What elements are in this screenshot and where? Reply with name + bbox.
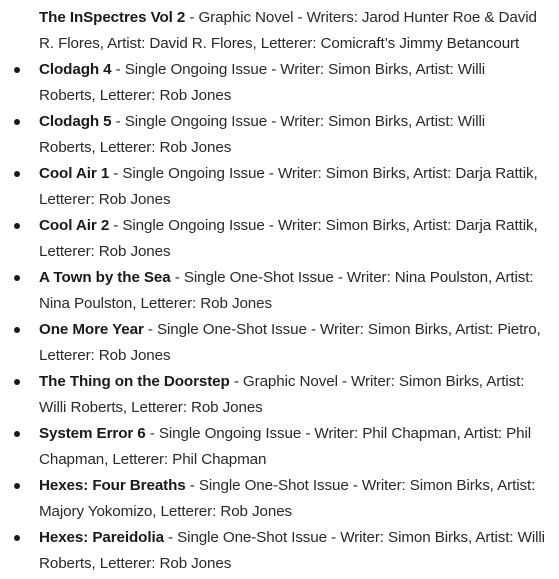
list-item <box>0 213 559 265</box>
comic-credits-list <box>0 5 559 577</box>
item-details: - Single One-Shot Issue - Writer: Simon Birks, Artist: Pietro, Letterer: Rob Jones <box>39 321 541 364</box>
list-item <box>0 421 559 473</box>
item-title: The InSpectres Vol 2 <box>39 9 186 26</box>
bullet-icon <box>14 275 20 281</box>
list-item <box>0 109 559 161</box>
list-item <box>0 317 559 369</box>
item-title: The Thing on the Doorstep <box>39 373 230 390</box>
item-title: Clodagh 5 <box>39 113 112 130</box>
item-title: Cool Air 2 <box>39 217 110 234</box>
item-details: - Graphic Novel - Writers: Jarod Hunter Roe & David R. Flores, Artist: David R. Flores, Letterer: Comicraft’s Jimmy Betancourt <box>39 9 537 52</box>
bullet-icon <box>14 431 20 437</box>
bullet-icon <box>14 483 20 489</box>
item-details: - Single Ongoing Issue - Writer: Simon Birks, Artist: Darja Rattik, Letterer: Rob Jones <box>39 165 538 208</box>
item-title: Hexes: Pareidolia <box>39 529 164 546</box>
bullet-icon <box>14 379 20 385</box>
list-item <box>0 57 559 109</box>
item-title: System Error 6 <box>39 425 146 442</box>
bullet-icon <box>14 535 20 541</box>
item-details: - Single Ongoing Issue - Writer: Phil Chapman, Artist: Phil Chapman, Letterer: Phil Chapman <box>39 425 532 468</box>
item-title: Clodagh 4 <box>39 61 112 78</box>
item-title: Cool Air 1 <box>39 165 110 182</box>
item-title: One More Year <box>39 321 144 338</box>
list-item <box>0 265 559 317</box>
list-item <box>0 473 559 525</box>
list-item <box>0 161 559 213</box>
item-title: A Town by the Sea <box>39 269 171 286</box>
item-details: - Single One-Shot Issue - Writer: Simon Birks, Artist: Willi Roberts, Letterer: Rob Jones <box>39 529 545 572</box>
item-details: - Single One-Shot Issue - Writer: Simon Birks, Artist: Majory Yokomizo, Letterer: Rob Jones <box>39 477 536 520</box>
item-title: Hexes: Four Breaths <box>39 477 186 494</box>
list-item <box>0 525 559 577</box>
bullet-icon <box>14 223 20 229</box>
item-details: - Single One-Shot Issue - Writer: Nina Poulston, Artist: Nina Poulston, Letterer: Rob Jones <box>39 269 534 312</box>
item-details: - Single Ongoing Issue - Writer: Simon Birks, Artist: Darja Rattik, Letterer: Rob Jones <box>39 217 538 260</box>
item-details: - Single Ongoing Issue - Writer: Simon Birks, Artist: Willi Roberts, Letterer: Rob Jones <box>39 61 486 104</box>
list-item <box>0 5 559 57</box>
bullet-icon <box>14 119 20 125</box>
item-details: - Graphic Novel - Writer: Simon Birks, Artist: Willi Roberts, Letterer: Rob Jones <box>39 373 525 416</box>
bullet-icon <box>14 67 20 73</box>
bullet-icon <box>14 171 20 177</box>
list-item <box>0 369 559 421</box>
item-details: - Single Ongoing Issue - Writer: Simon Birks, Artist: Willi Roberts, Letterer: Rob Jones <box>39 113 486 156</box>
bullet-icon <box>14 327 20 333</box>
